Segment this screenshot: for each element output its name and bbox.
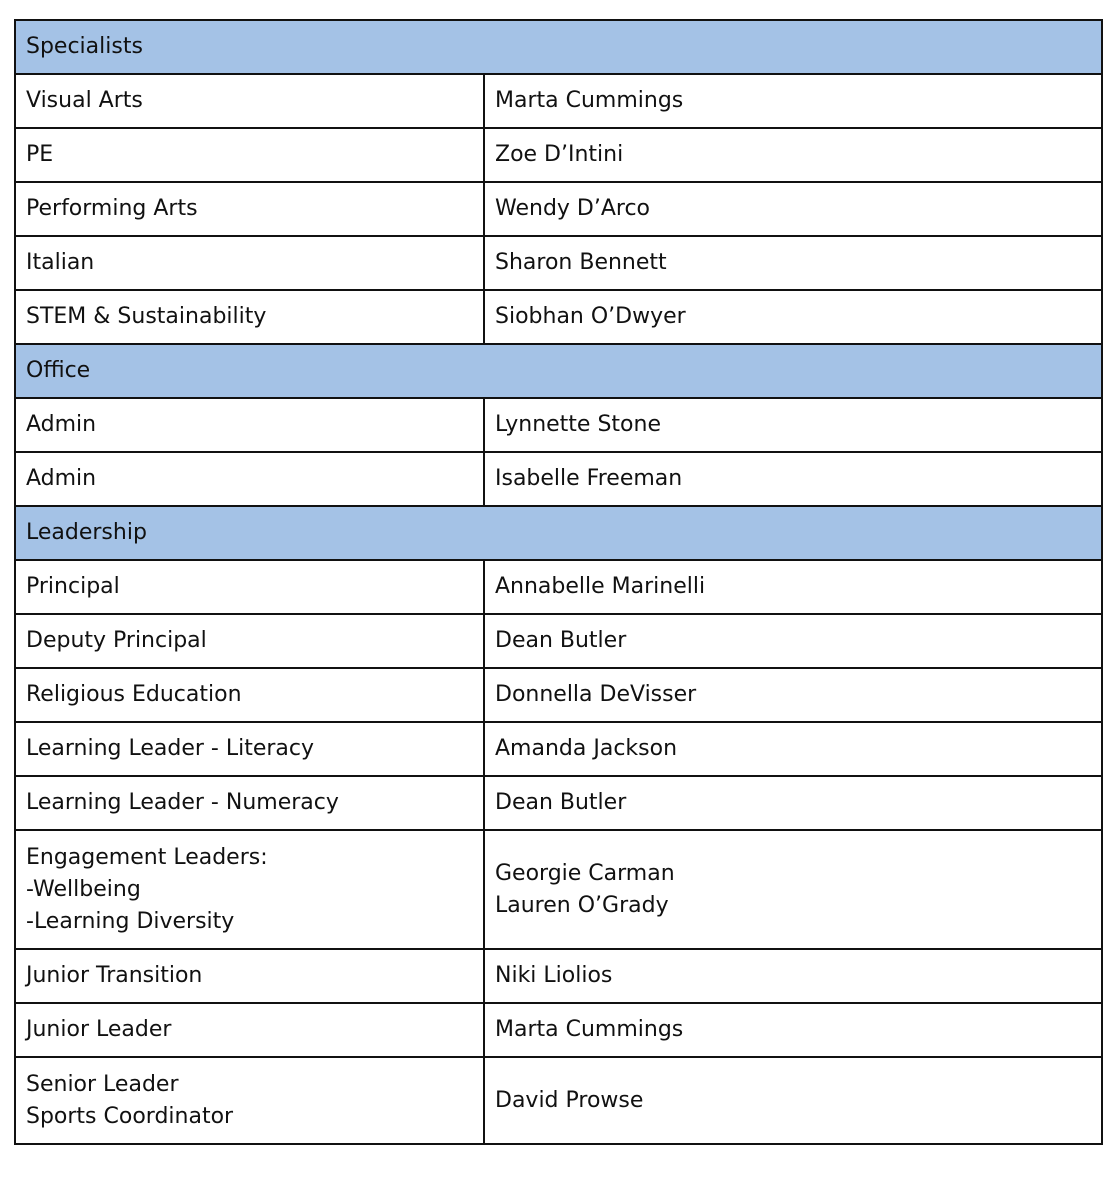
table-row	[15, 74, 1102, 128]
section-header-leadership	[15, 506, 1102, 560]
table-row	[15, 949, 1102, 1003]
section-title: Specialists	[15, 20, 1102, 74]
name-cell: Lynnette Stone	[484, 398, 1102, 452]
table-row	[15, 290, 1102, 344]
role-cell: Performing Arts	[15, 182, 484, 236]
role-cell: Engagement Leaders: -Wellbeing -Learning Diversity	[15, 830, 484, 949]
table-row	[15, 776, 1102, 830]
role-cell: Junior Transition	[15, 949, 484, 1003]
staff-table	[14, 19, 1103, 1145]
name-cell: Dean Butler	[484, 614, 1102, 668]
name-cell: Isabelle Freeman	[484, 452, 1102, 506]
role-cell: Junior Leader	[15, 1003, 484, 1057]
section-title: Leadership	[15, 506, 1102, 560]
role-cell: Principal	[15, 560, 484, 614]
section-header-specialists	[15, 20, 1102, 74]
role-cell: Italian	[15, 236, 484, 290]
section-header-office	[15, 344, 1102, 398]
table-row	[15, 722, 1102, 776]
table-row	[15, 128, 1102, 182]
name-cell: David Prowse	[484, 1057, 1102, 1144]
table-row	[15, 1003, 1102, 1057]
name-cell: Zoe D’Intini	[484, 128, 1102, 182]
table-row	[15, 236, 1102, 290]
role-cell: Senior Leader Sports Coordinator	[15, 1057, 484, 1144]
table-row	[15, 560, 1102, 614]
role-cell: STEM & Sustainability	[15, 290, 484, 344]
name-cell: Wendy D’Arco	[484, 182, 1102, 236]
role-cell: PE	[15, 128, 484, 182]
role-cell: Deputy Principal	[15, 614, 484, 668]
table-row	[15, 1057, 1102, 1144]
name-cell: Dean Butler	[484, 776, 1102, 830]
role-cell: Visual Arts	[15, 74, 484, 128]
staff-directory	[14, 19, 1101, 1145]
name-cell: Siobhan O’Dwyer	[484, 290, 1102, 344]
table-row	[15, 398, 1102, 452]
name-cell: Donnella DeVisser	[484, 668, 1102, 722]
name-cell: Marta Cummings	[484, 74, 1102, 128]
name-cell: Sharon Bennett	[484, 236, 1102, 290]
table-row	[15, 452, 1102, 506]
table-row	[15, 668, 1102, 722]
role-cell: Learning Leader - Literacy	[15, 722, 484, 776]
table-row	[15, 182, 1102, 236]
name-cell: Niki Liolios	[484, 949, 1102, 1003]
name-cell: Amanda Jackson	[484, 722, 1102, 776]
role-cell: Admin	[15, 398, 484, 452]
table-row	[15, 614, 1102, 668]
role-cell: Admin	[15, 452, 484, 506]
name-cell: Marta Cummings	[484, 1003, 1102, 1057]
name-cell: Annabelle Marinelli	[484, 560, 1102, 614]
name-cell: Georgie Carman Lauren O’Grady	[484, 830, 1102, 949]
table-row	[15, 830, 1102, 949]
role-cell: Religious Education	[15, 668, 484, 722]
section-title: Office	[15, 344, 1102, 398]
role-cell: Learning Leader - Numeracy	[15, 776, 484, 830]
